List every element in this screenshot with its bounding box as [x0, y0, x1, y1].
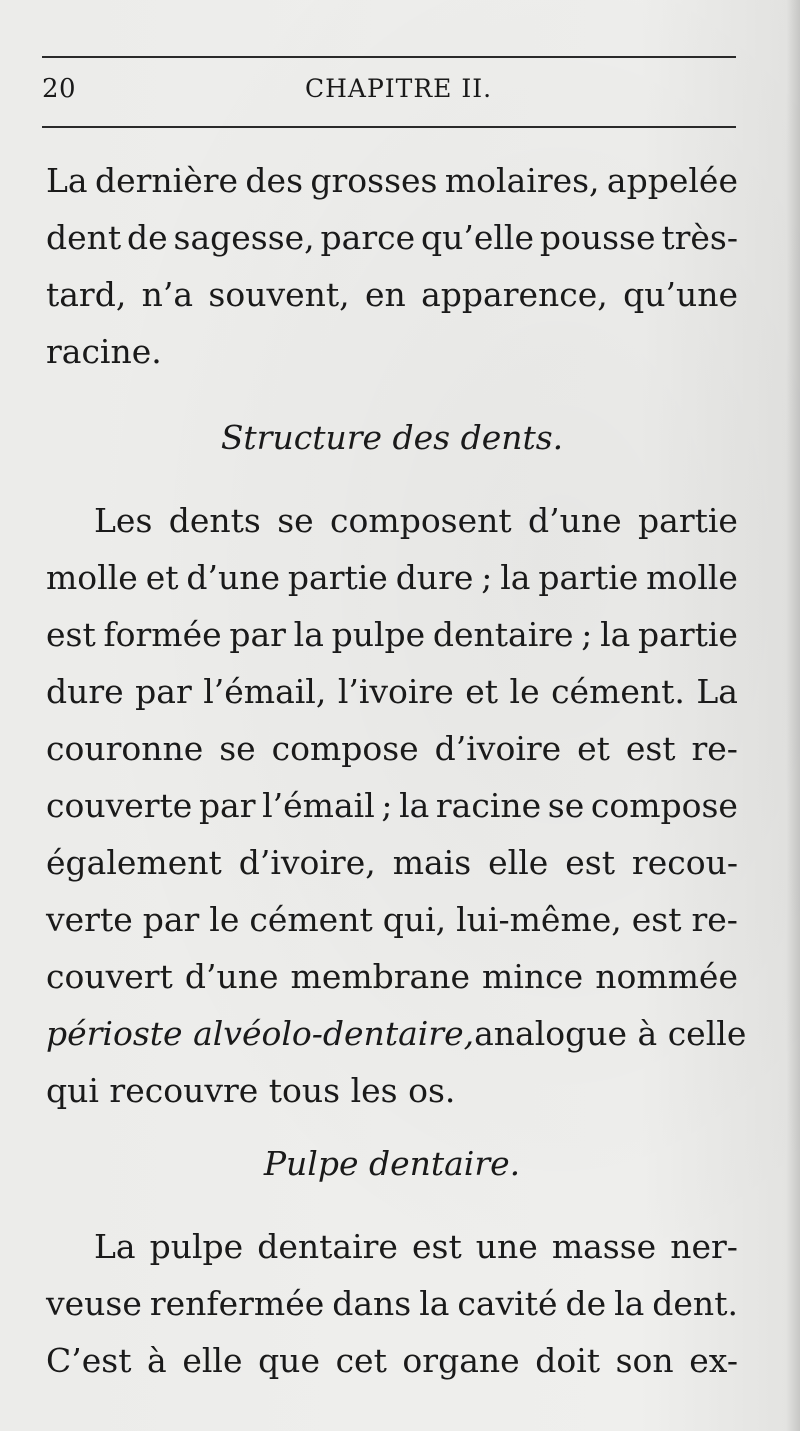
text-line: racine.	[46, 332, 162, 371]
header-rule-bottom	[42, 126, 736, 128]
text-line: Les dents se composent d’une partie	[94, 501, 738, 540]
paragraph-2	[46, 492, 747, 1119]
text-line: C’est à elle que cet organe doit son ex-	[46, 1341, 738, 1380]
text-line: La dernière des grosses molaires, appelée	[46, 161, 738, 200]
italic-term: périoste alvéolo-dentaire,	[46, 1014, 475, 1053]
paragraph-3	[46, 1218, 738, 1389]
text-line: couronne se compose d’ivoire et est re-	[46, 729, 738, 768]
text-line: tard, n’a souvent, en apparence, qu’une	[46, 275, 738, 314]
text-line: verte par le cément qui, lui-même, est re-	[46, 900, 738, 939]
text-line: La pulpe dentaire est une masse ner-	[94, 1227, 738, 1266]
paragraph-1	[46, 152, 738, 380]
text-line: qui recouvre tous les os.	[46, 1071, 456, 1110]
section-heading-structure: Structure des dents.	[220, 418, 564, 457]
text-line: couvert d’une membrane mince nommée	[46, 957, 738, 996]
section-heading-pulpe: Pulpe dentaire.	[263, 1144, 521, 1183]
text-line: dent de sagesse, parce qu’elle pousse très-	[46, 218, 738, 257]
text-line: dure par l’émail, l’ivoire et le cément. La	[46, 672, 738, 711]
text-line: veuse renfermée dans la cavité de la dent.	[46, 1284, 738, 1323]
running-head: CHAPITRE II.	[305, 74, 493, 103]
text-line-with-italic-term: périoste alvéolo-dentaire, analogue à celle	[46, 1005, 738, 1062]
page-edge-shadow	[786, 0, 800, 1431]
text-line: couverte par l’émail ; la racine se compose	[46, 786, 738, 825]
text-line: est formée par la pulpe dentaire ; la partie	[46, 615, 738, 654]
page-number: 20	[42, 74, 77, 104]
text-line: molle et d’une partie dure ; la partie molle	[46, 558, 738, 597]
text-line: également d’ivoire, mais elle est recou-	[46, 843, 738, 882]
header-rule-top	[42, 56, 736, 58]
